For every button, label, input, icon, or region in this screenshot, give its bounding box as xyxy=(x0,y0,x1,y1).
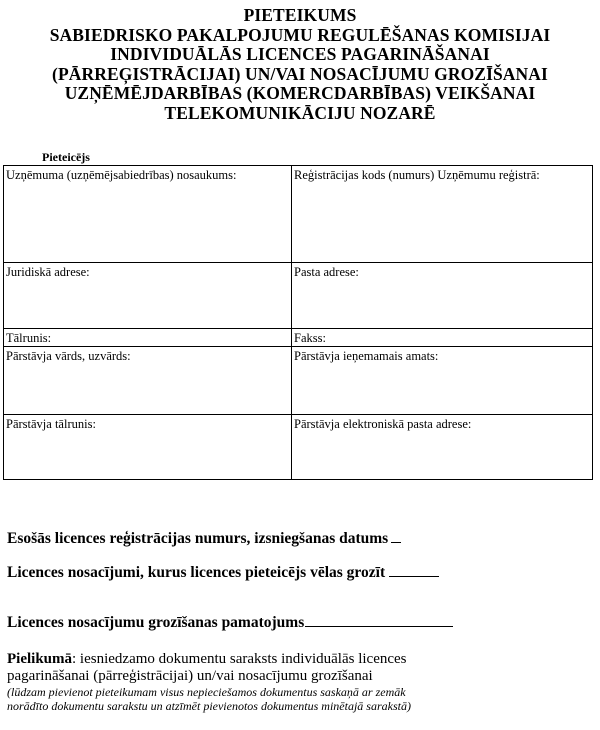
rep-phone-label: Pārstāvja tālrunis: xyxy=(6,417,96,431)
annex-text-line2: pagarināšanai (pārreģistrācijai) un/vai nosacījumu grozīšanai xyxy=(7,668,373,684)
conditions-to-change-label: Licences nosacījumi, kurus licences pieteicējs vēlas grozīt xyxy=(7,564,386,581)
title-line: SABIEDRISKO PAKALPOJUMU REGULĒŠANAS KOMISIJAI xyxy=(49,24,551,45)
annex-text-line1: : iesniedzamo dokumentu saraksts individuālās licences xyxy=(72,651,407,667)
legal-address-label: Juridiskā adrese: xyxy=(6,265,90,279)
company-name-label: Uzņēmuma (uzņēmējsabiedrības) nosaukums: xyxy=(6,168,237,182)
rep-email-field[interactable] xyxy=(292,415,593,480)
document-title xyxy=(0,6,600,123)
applicant-form-table xyxy=(3,165,593,480)
title-line: (PĀRREĢISTRĀCIJAI) UN/VAI NOSACĪJUMU GROZĪŠANAI xyxy=(52,63,548,84)
registration-code-field[interactable] xyxy=(292,166,593,263)
annex-label: Pielikumā xyxy=(7,651,73,667)
postal-address-field[interactable] xyxy=(292,263,593,329)
title-line: TELEKOMUNIKĀCIJU NOZARĒ xyxy=(164,102,436,123)
rep-name-label: Pārstāvja vārds, uzvārds: xyxy=(6,349,131,363)
change-justification-label: Licences nosacījumu grozīšanas pamatojums xyxy=(7,614,305,631)
title-line: UZŅĒMĒJDARBĪBAS (KOMERCDARBĪBAS) VEIKŠANAI xyxy=(64,83,536,103)
legal-address-field[interactable] xyxy=(4,263,292,329)
annex-note-line2: norādīto dokumentu sarakstu un atzīmēt pievienotos dokumentus minētajā sarakstā) xyxy=(7,699,411,713)
annex-block xyxy=(7,651,592,713)
title-line: PIETEIKUMS xyxy=(243,5,357,25)
phone-field[interactable] xyxy=(4,329,292,347)
registration-code-label: Reģistrācijas kods (numurs) Uzņēmumu reģistrā: xyxy=(294,168,540,182)
conditions-to-change-row xyxy=(7,562,592,582)
phone-label: Tālrunis: xyxy=(6,331,52,345)
company-name-field[interactable] xyxy=(4,166,292,263)
rep-name-field[interactable] xyxy=(4,347,292,415)
rep-position-field[interactable] xyxy=(292,347,593,415)
rep-phone-field[interactable] xyxy=(4,415,292,480)
annex-note-line1: (lūdzam pievienot pieteikumam visus nepieciešamos dokumentus saskaņā ar zemāk xyxy=(7,685,406,699)
existing-license-row xyxy=(7,528,592,548)
existing-license-blank[interactable] xyxy=(391,528,401,543)
fax-label: Fakss: xyxy=(294,331,326,345)
rep-position-label: Pārstāvja ieņemamais amats: xyxy=(294,349,439,363)
applicant-section-label: Pieteicējs xyxy=(42,150,90,164)
conditions-to-change-blank[interactable] xyxy=(389,562,439,577)
change-justification-row xyxy=(7,612,592,632)
change-justification-blank[interactable] xyxy=(305,612,453,627)
postal-address-label: Pasta adrese: xyxy=(294,265,359,279)
title-line: INDIVIDUĀLĀS LICENCES PAGARINĀŠANAI xyxy=(110,44,490,64)
fax-field[interactable] xyxy=(292,329,593,347)
existing-license-label: Esošās licences reģistrācijas numurs, izsniegšanas datums xyxy=(7,530,389,547)
rep-email-label: Pārstāvja elektroniskā pasta adrese: xyxy=(294,417,472,431)
